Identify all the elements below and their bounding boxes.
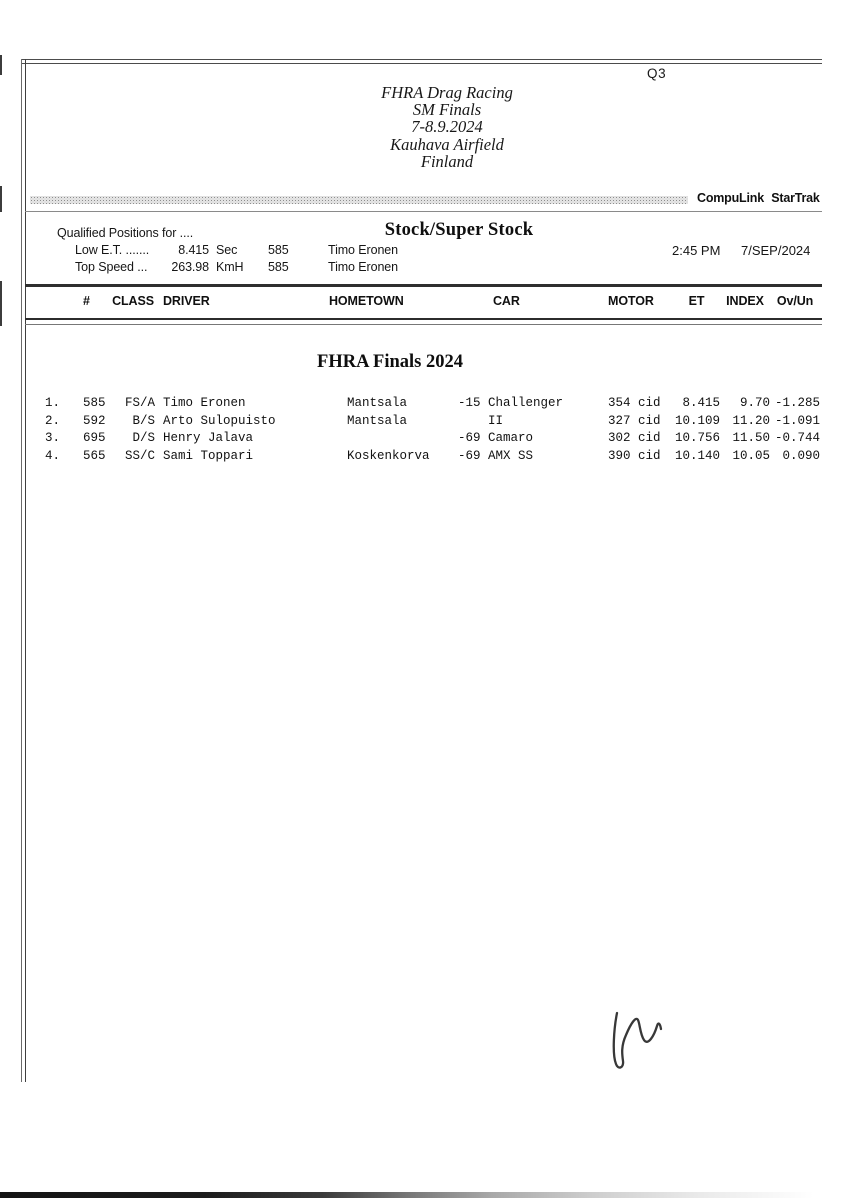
cell-class: SS/C (124, 448, 155, 463)
top-speed-driver: Timo Eronen (328, 260, 398, 274)
low-et-value: 8.415 (178, 243, 209, 257)
table-row (43, 413, 820, 431)
cell-car: -15 Challenger (458, 396, 564, 410)
page-left-border (21, 59, 26, 1082)
cell-car: -69 AMX SS (458, 448, 534, 463)
cell-driver: Arto Sulopuisto (163, 413, 276, 428)
cell-hometown: Mantsala (347, 413, 408, 428)
cell-ovun: -1.285 (774, 396, 820, 410)
header-motor: MOTOR (608, 294, 654, 308)
cell-et: 10.756 (674, 431, 720, 445)
cell-hometown (347, 430, 458, 448)
page-top-border (21, 59, 822, 64)
event-country: Finland (420, 151, 474, 171)
table-row (43, 430, 820, 448)
cell-class: FS/A (124, 396, 155, 410)
cell-et: 8.415 (682, 396, 720, 410)
cell-ovun: -0.744 (774, 431, 820, 445)
session-label: Q3 (647, 66, 667, 81)
event-name: FHRA Drag Racing (381, 83, 513, 102)
header-et: ET (688, 294, 705, 308)
top-speed-label: Top Speed ... (75, 260, 148, 274)
cell-position: 4. (45, 448, 61, 463)
cell-driver: Henry Jalava (163, 431, 254, 445)
cell-number: 592 (83, 413, 106, 428)
event-venue: Kauhava Airfield (390, 134, 504, 154)
low-et-driver: Timo Eronen (328, 243, 398, 257)
low-et-car-number: 585 (268, 243, 289, 257)
header-number: # (83, 294, 90, 308)
top-speed-unit: KmH (216, 260, 244, 274)
cell-ovun: -1.091 (774, 413, 820, 428)
cell-ovun: 0.090 (782, 448, 820, 463)
rule-above-qualifying (25, 211, 822, 212)
header-hometown: HOMETOWN (329, 294, 404, 308)
cell-class: B/S (132, 413, 155, 428)
table-row (43, 448, 820, 466)
event-dates: 7-8.9.2024 (411, 117, 483, 137)
cell-number: 585 (83, 396, 106, 410)
halftone-separator (30, 196, 688, 204)
cell-position: 2. (45, 413, 61, 428)
timing-brand: CompuLink StarTrak (697, 191, 820, 205)
section-title: FHRA Finals 2024 (317, 352, 463, 372)
rule-above-header (25, 284, 822, 287)
header-class: CLASS (112, 294, 154, 308)
print-date: 7/SEP/2024 (741, 243, 811, 258)
header-car: CAR (493, 294, 520, 308)
cell-class: D/S (132, 431, 155, 445)
scan-bottom-edge (0, 1192, 848, 1198)
cell-position: 3. (45, 431, 61, 445)
print-time: 2:45 PM (672, 243, 721, 258)
cell-driver: Sami Toppari (163, 448, 254, 463)
handwritten-signature (596, 996, 676, 1086)
scan-edge-mark (0, 281, 2, 326)
cell-hometown: Mantsala (347, 396, 408, 410)
top-speed-value: 263.98 (171, 260, 209, 274)
cell-index: 9.70 (739, 396, 770, 410)
cell-motor: 390 cid (608, 448, 661, 463)
cell-motor: 327 cid (608, 413, 661, 428)
low-et-line (75, 243, 398, 257)
cell-index: 11.20 (732, 413, 770, 428)
cell-motor: 302 cid (608, 431, 661, 445)
table-header-row (43, 293, 820, 311)
cell-number: 695 (83, 431, 106, 445)
cell-et: 10.109 (674, 413, 720, 428)
cell-car: II (458, 413, 504, 428)
event-subtitle: SM Finals (412, 100, 482, 120)
top-speed-line (75, 260, 398, 274)
low-et-unit: Sec (216, 243, 238, 257)
cell-index: 11.50 (732, 431, 770, 445)
event-header (247, 84, 647, 170)
header-index: INDEX (726, 294, 764, 308)
cell-motor: 354 cid (608, 396, 661, 410)
qualifying-label: Qualified Positions for .... (57, 226, 194, 240)
scan-edge-mark (0, 55, 2, 75)
class-title: Stock/Super Stock (384, 220, 534, 240)
scan-edge-mark (0, 186, 2, 212)
top-speed-car-number: 585 (268, 260, 289, 274)
low-et-label: Low E.T. ....... (75, 243, 150, 257)
cell-hometown: Koskenkorva (347, 448, 430, 463)
cell-index: 10.05 (732, 448, 770, 463)
cell-position: 1. (45, 396, 61, 410)
results-table (43, 395, 820, 465)
table-row (43, 395, 820, 413)
rule-below-header (25, 318, 822, 325)
header-spacer (43, 293, 83, 311)
header-ovun: Ov/Un (776, 294, 814, 308)
cell-driver: Timo Eronen (163, 396, 246, 410)
cell-car: -69 Camaro (458, 431, 534, 445)
cell-et: 10.140 (674, 448, 720, 463)
header-driver: DRIVER (163, 294, 210, 308)
cell-number: 565 (83, 448, 106, 463)
